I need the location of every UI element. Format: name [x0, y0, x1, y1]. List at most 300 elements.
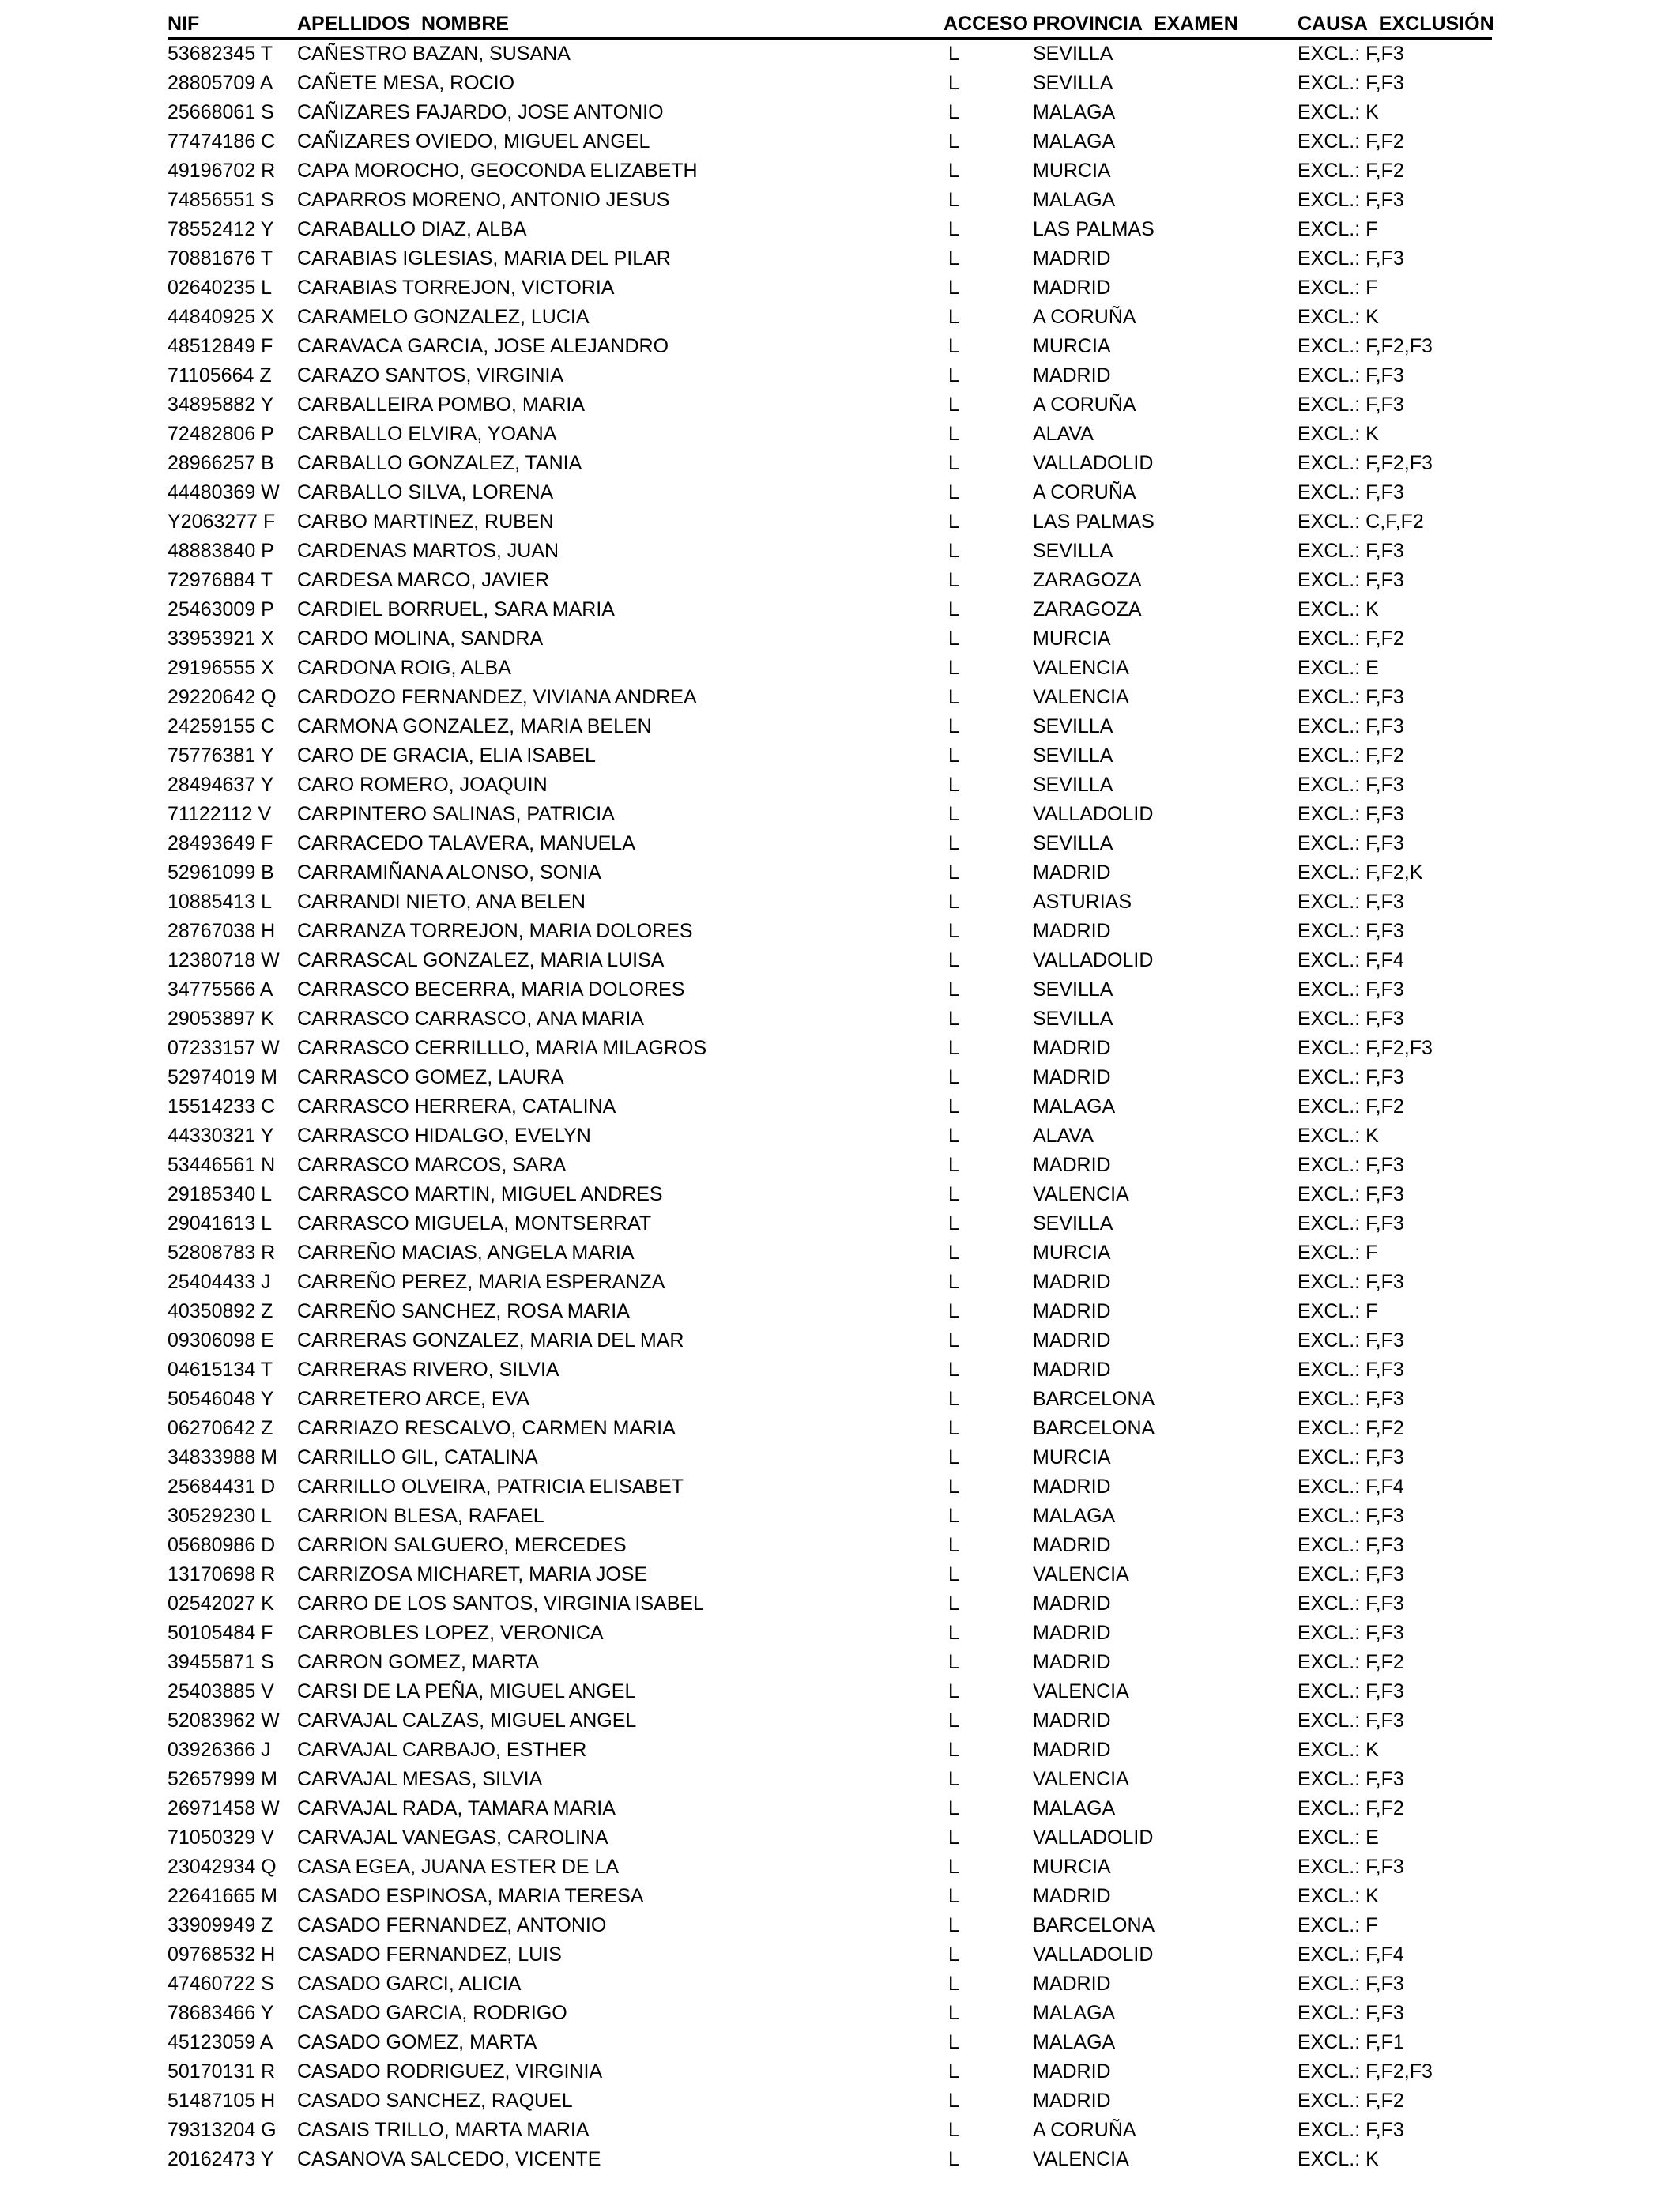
cell-causa-exclusion: EXCL.: F,F3	[1298, 1388, 1404, 1410]
table-row	[168, 712, 1492, 741]
table-row	[168, 1268, 1492, 1297]
cell-causa-exclusion: EXCL.: F,F3	[1298, 832, 1404, 854]
cell-nif: 26971458 W	[168, 1797, 280, 1819]
cell-nif: 20162473 Y	[168, 2148, 274, 2170]
cell-provincia-examen: BARCELONA	[1033, 1388, 1155, 1410]
cell-apellidos-nombre: CARDENAS MARTOS, JUAN	[297, 540, 559, 562]
cell-nif: 28494637 Y	[168, 774, 274, 796]
cell-apellidos-nombre: CARRILLO GIL, CATALINA	[297, 1446, 538, 1468]
cell-causa-exclusion: EXCL.: F,F3	[1298, 247, 1404, 270]
cell-causa-exclusion: EXCL.: F	[1298, 1300, 1378, 1322]
table-row	[168, 2057, 1492, 2087]
cell-acceso: L	[948, 452, 959, 474]
table-row	[168, 800, 1492, 829]
cell-acceso: L	[948, 2002, 959, 2024]
header-apellidos-nombre: APELLIDOS_NOMBRE	[297, 10, 944, 39]
cell-causa-exclusion: EXCL.: E	[1298, 1826, 1379, 1849]
cell-provincia-examen: MADRID	[1033, 1593, 1111, 1615]
cell-nif: 12380718 W	[168, 949, 280, 971]
cell-nif: 25684431 D	[168, 1476, 276, 1498]
cell-acceso: L	[948, 1183, 959, 1205]
cell-provincia-examen: MADRID	[1033, 1739, 1111, 1761]
cell-causa-exclusion: EXCL.: F,F3	[1298, 189, 1404, 211]
cell-provincia-examen: VALENCIA	[1033, 2148, 1129, 2170]
cell-causa-exclusion: EXCL.: F,F3	[1298, 540, 1404, 562]
cell-provincia-examen: MURCIA	[1033, 1446, 1111, 1468]
cell-acceso: L	[948, 1739, 959, 1761]
cell-provincia-examen: MALAGA	[1033, 2002, 1116, 2024]
table-row	[168, 1823, 1492, 1853]
cell-acceso: L	[948, 1388, 959, 1410]
cell-provincia-examen: MADRID	[1033, 920, 1111, 942]
header-nif: NIF	[168, 10, 297, 39]
cell-acceso: L	[948, 481, 959, 503]
cell-apellidos-nombre: CARAZO SANTOS, VIRGINIA	[297, 364, 564, 386]
cell-apellidos-nombre: CAÑESTRO BAZAN, SUSANA	[297, 43, 571, 65]
cell-apellidos-nombre: CARRION SALGUERO, MERCEDES	[297, 1534, 627, 1556]
cell-provincia-examen: SEVILLA	[1033, 774, 1113, 796]
table-row	[168, 361, 1492, 390]
cell-nif: 29220642 Q	[168, 686, 277, 708]
cell-provincia-examen: MURCIA	[1033, 335, 1111, 357]
cell-causa-exclusion: EXCL.: F,F3	[1298, 2002, 1404, 2024]
cell-provincia-examen: VALENCIA	[1033, 1563, 1129, 1585]
cell-apellidos-nombre: CARABIAS TORREJON, VICTORIA	[297, 277, 615, 299]
cell-provincia-examen: MADRID	[1033, 1973, 1111, 1995]
cell-nif: 10885413 L	[168, 891, 273, 913]
cell-causa-exclusion: EXCL.: F,F3	[1298, 1446, 1404, 1468]
cell-causa-exclusion: EXCL.: F,F2	[1298, 1651, 1404, 1673]
cell-apellidos-nombre: CARVAJAL CARBAJO, ESTHER	[297, 1739, 587, 1761]
cell-causa-exclusion: EXCL.: F,F2,F3	[1298, 452, 1433, 474]
cell-acceso: L	[948, 1037, 959, 1059]
cell-causa-exclusion: EXCL.: F,F3	[1298, 1534, 1404, 1556]
cell-apellidos-nombre: CASADO FERNANDEZ, LUIS	[297, 1943, 562, 1966]
cell-acceso: L	[948, 1856, 959, 1878]
cell-apellidos-nombre: CARDESA MARCO, JAVIER	[297, 569, 550, 591]
cell-acceso: L	[948, 1973, 959, 1995]
cell-acceso: L	[948, 1505, 959, 1527]
cell-nif: 22641665 M	[168, 1885, 278, 1907]
cell-causa-exclusion: EXCL.: F,F2	[1298, 1417, 1404, 1439]
cell-apellidos-nombre: CARDONA ROIG, ALBA	[297, 657, 511, 679]
table-row	[168, 1765, 1492, 1794]
table-row	[168, 1677, 1492, 1706]
cell-acceso: L	[948, 628, 959, 650]
cell-nif: 23042934 Q	[168, 1856, 277, 1878]
table-row	[168, 654, 1492, 683]
table-row	[168, 1794, 1492, 1823]
cell-acceso: L	[948, 511, 959, 533]
cell-provincia-examen: MURCIA	[1033, 1242, 1111, 1264]
cell-causa-exclusion: EXCL.: F,F3	[1298, 364, 1404, 386]
cell-nif: 04615134 T	[168, 1359, 273, 1381]
cell-apellidos-nombre: CARDIEL BORRUEL, SARA MARIA	[297, 598, 615, 620]
cell-acceso: L	[948, 247, 959, 270]
cell-apellidos-nombre: CARRON GOMEZ, MARTA	[297, 1651, 540, 1673]
table-row	[168, 1355, 1492, 1385]
cell-nif: 53446561 N	[168, 1154, 276, 1176]
cell-causa-exclusion: EXCL.: F,F3	[1298, 1622, 1404, 1644]
cell-provincia-examen: MURCIA	[1033, 160, 1111, 182]
cell-apellidos-nombre: CARDO MOLINA, SANDRA	[297, 628, 544, 650]
cell-nif: 71122112 V	[168, 803, 272, 825]
cell-causa-exclusion: EXCL.: F,F3	[1298, 72, 1404, 94]
cell-causa-exclusion: EXCL.: F,F2,F3	[1298, 2060, 1433, 2083]
cell-acceso: L	[948, 1943, 959, 1966]
cell-acceso: L	[948, 1271, 959, 1293]
table-row	[168, 1911, 1492, 1940]
table-row	[168, 2116, 1492, 2145]
cell-causa-exclusion: EXCL.: F,F3	[1298, 1271, 1404, 1293]
cell-acceso: L	[948, 1125, 959, 1147]
cell-provincia-examen: LAS PALMAS	[1033, 511, 1155, 533]
cell-apellidos-nombre: CARAVACA GARCIA, JOSE ALEJANDRO	[297, 335, 669, 357]
cell-provincia-examen: MURCIA	[1033, 628, 1111, 650]
cell-nif: 51487105 H	[168, 2090, 276, 2112]
cell-acceso: L	[948, 1300, 959, 1322]
table-row	[168, 1560, 1492, 1589]
cell-apellidos-nombre: CARRASCAL GONZALEZ, MARIA LUISA	[297, 949, 665, 971]
table-row	[168, 303, 1492, 332]
table-row	[168, 1882, 1492, 1911]
cell-nif: 45123059 A	[168, 2031, 273, 2053]
cell-apellidos-nombre: CARRION BLESA, RAFAEL	[297, 1505, 544, 1527]
cell-causa-exclusion: EXCL.: F	[1298, 1242, 1378, 1264]
cell-apellidos-nombre: CARABIAS IGLESIAS, MARIA DEL PILAR	[297, 247, 671, 270]
cell-nif: 06270642 Z	[168, 1417, 273, 1439]
cell-acceso: L	[948, 861, 959, 884]
cell-causa-exclusion: EXCL.: F,F2	[1298, 2090, 1404, 2112]
cell-causa-exclusion: EXCL.: F,F2	[1298, 1095, 1404, 1118]
cell-apellidos-nombre: CASADO FERNANDEZ, ANTONIO	[297, 1914, 607, 1936]
cell-apellidos-nombre: CARRASCO BECERRA, MARIA DOLORES	[297, 978, 685, 1001]
cell-apellidos-nombre: CARBALLEIRA POMBO, MARIA	[297, 394, 585, 416]
cell-provincia-examen: SEVILLA	[1033, 1008, 1113, 1030]
cell-apellidos-nombre: CARBALLO GONZALEZ, TANIA	[297, 452, 582, 474]
cell-apellidos-nombre: CARVAJAL CALZAS, MIGUEL ANGEL	[297, 1710, 637, 1732]
cell-nif: 25668061 S	[168, 101, 274, 123]
cell-nif: 13170698 R	[168, 1563, 276, 1585]
cell-nif: 44330321 Y	[168, 1125, 274, 1147]
cell-provincia-examen: MADRID	[1033, 1622, 1111, 1644]
cell-provincia-examen: A CORUÑA	[1033, 2119, 1136, 2141]
cell-acceso: L	[948, 189, 959, 211]
cell-provincia-examen: MADRID	[1033, 1329, 1111, 1351]
cell-provincia-examen: VALLADOLID	[1033, 803, 1154, 825]
cell-provincia-examen: VALLADOLID	[1033, 949, 1154, 971]
cell-nif: 29041613 L	[168, 1212, 273, 1235]
table-row	[168, 771, 1492, 800]
cell-nif: 74856551 S	[168, 189, 274, 211]
cell-nif: 47460722 S	[168, 1973, 274, 1995]
cell-provincia-examen: A CORUÑA	[1033, 394, 1136, 416]
cell-apellidos-nombre: CARABALLO DIAZ, ALBA	[297, 218, 527, 240]
cell-causa-exclusion: EXCL.: F,F3	[1298, 803, 1404, 825]
table-row	[168, 273, 1492, 303]
cell-provincia-examen: VALENCIA	[1033, 1183, 1129, 1205]
cell-provincia-examen: MADRID	[1033, 1710, 1111, 1732]
cell-apellidos-nombre: CARRETERO ARCE, EVA	[297, 1388, 530, 1410]
cell-nif: 09306098 E	[168, 1329, 274, 1351]
cell-nif: 50546048 Y	[168, 1388, 274, 1410]
table-row	[168, 449, 1492, 478]
table-row	[168, 420, 1492, 449]
table-row	[168, 1122, 1492, 1151]
table-row	[168, 1238, 1492, 1268]
cell-causa-exclusion: EXCL.: F,F3	[1298, 1563, 1404, 1585]
cell-acceso: L	[948, 2060, 959, 2083]
cell-nif: 50105484 F	[168, 1622, 273, 1644]
header-acceso: ACCESO	[944, 10, 1033, 39]
cell-acceso: L	[948, 2090, 959, 2112]
cell-provincia-examen: SEVILLA	[1033, 715, 1113, 737]
cell-apellidos-nombre: CARRASCO MARCOS, SARA	[297, 1154, 567, 1176]
cell-causa-exclusion: EXCL.: F,F3	[1298, 481, 1404, 503]
cell-nif: 44480369 W	[168, 481, 280, 503]
cell-nif: 07233157 W	[168, 1037, 280, 1059]
cell-provincia-examen: VALENCIA	[1033, 657, 1129, 679]
table-row	[168, 1502, 1492, 1531]
cell-apellidos-nombre: CARDOZO FERNANDEZ, VIVIANA ANDREA	[297, 686, 697, 708]
cell-nif: 29185340 L	[168, 1183, 273, 1205]
cell-acceso: L	[948, 1066, 959, 1088]
cell-apellidos-nombre: CARRERAS RIVERO, SILVIA	[297, 1359, 559, 1381]
cell-causa-exclusion: EXCL.: F,F3	[1298, 1710, 1404, 1732]
table-row	[168, 888, 1492, 917]
cell-acceso: L	[948, 2119, 959, 2141]
cell-nif: 52808783 R	[168, 1242, 276, 1264]
cell-causa-exclusion: EXCL.: F,F3	[1298, 1008, 1404, 1030]
table-row	[168, 332, 1492, 361]
cell-provincia-examen: MADRID	[1033, 1651, 1111, 1673]
cell-acceso: L	[948, 1651, 959, 1673]
cell-apellidos-nombre: CARRANZA TORREJON, MARIA DOLORES	[297, 920, 693, 942]
cell-acceso: L	[948, 130, 959, 153]
cell-causa-exclusion: EXCL.: F,F3	[1298, 920, 1404, 942]
cell-causa-exclusion: EXCL.: E	[1298, 657, 1379, 679]
cell-provincia-examen: MALAGA	[1033, 101, 1116, 123]
cell-provincia-examen: VALLADOLID	[1033, 452, 1154, 474]
cell-acceso: L	[948, 101, 959, 123]
cell-nif: 79313204 G	[168, 2119, 277, 2141]
cell-apellidos-nombre: CARREÑO MACIAS, ANGELA MARIA	[297, 1242, 635, 1264]
cell-acceso: L	[948, 335, 959, 357]
cell-nif: 28966257 B	[168, 452, 274, 474]
cell-provincia-examen: BARCELONA	[1033, 1417, 1155, 1439]
cell-nif: 33953921 X	[168, 628, 274, 650]
cell-nif: 53682345 T	[168, 43, 273, 65]
cell-provincia-examen: ZARAGOZA	[1033, 569, 1142, 591]
cell-causa-exclusion: EXCL.: K	[1298, 598, 1379, 620]
header-causa-exclusion: CAUSA_EXCLUSIÓN	[1298, 10, 1492, 39]
cell-nif: 25403885 V	[168, 1680, 274, 1702]
cell-provincia-examen: ASTURIAS	[1033, 891, 1132, 913]
cell-apellidos-nombre: CARRASCO MARTIN, MIGUEL ANDRES	[297, 1183, 663, 1205]
table-row	[168, 186, 1492, 215]
cell-nif: 77474186 C	[168, 130, 276, 153]
table-row	[168, 1940, 1492, 1970]
table-row	[168, 1970, 1492, 1999]
table-row	[168, 946, 1492, 975]
cell-nif: 29053897 K	[168, 1008, 274, 1030]
cell-apellidos-nombre: CASANOVA SALCEDO, VICENTE	[297, 2148, 601, 2170]
cell-provincia-examen: MADRID	[1033, 1885, 1111, 1907]
cell-nif: 48512849 F	[168, 335, 273, 357]
cell-acceso: L	[948, 218, 959, 240]
cell-apellidos-nombre: CARRILLO OLVEIRA, PATRICIA ELISABET	[297, 1476, 684, 1498]
cell-causa-exclusion: EXCL.: F,F2	[1298, 130, 1404, 153]
cell-provincia-examen: LAS PALMAS	[1033, 218, 1155, 240]
table-row	[168, 507, 1492, 537]
cell-acceso: L	[948, 1417, 959, 1439]
cell-causa-exclusion: EXCL.: F,F4	[1298, 949, 1404, 971]
cell-apellidos-nombre: CASADO ESPINOSA, MARIA TERESA	[297, 1885, 644, 1907]
cell-provincia-examen: MALAGA	[1033, 2031, 1116, 2053]
cell-causa-exclusion: EXCL.: F,F3	[1298, 1680, 1404, 1702]
cell-apellidos-nombre: CASADO GARCIA, RODRIGO	[297, 2002, 567, 2024]
cell-provincia-examen: MADRID	[1033, 1271, 1111, 1293]
cell-nif: 52657999 M	[168, 1768, 278, 1790]
cell-provincia-examen: MADRID	[1033, 1037, 1111, 1059]
cell-provincia-examen: ALAVA	[1033, 423, 1094, 445]
cell-provincia-examen: MADRID	[1033, 277, 1111, 299]
cell-apellidos-nombre: CARREÑO PEREZ, MARIA ESPERANZA	[297, 1271, 665, 1293]
cell-apellidos-nombre: CAPA MOROCHO, GEOCONDA ELIZABETH	[297, 160, 698, 182]
cell-causa-exclusion: EXCL.: K	[1298, 423, 1379, 445]
cell-acceso: L	[948, 1622, 959, 1644]
table-row	[168, 1853, 1492, 1882]
cell-apellidos-nombre: CAÑETE MESA, ROCIO	[297, 72, 515, 94]
cell-acceso: L	[948, 1826, 959, 1849]
cell-apellidos-nombre: CASA EGEA, JUANA ESTER DE LA	[297, 1856, 620, 1878]
cell-provincia-examen: VALLADOLID	[1033, 1826, 1154, 1849]
cell-provincia-examen: BARCELONA	[1033, 1914, 1155, 1936]
cell-acceso: L	[948, 1885, 959, 1907]
cell-acceso: L	[948, 1329, 959, 1351]
cell-nif: 52974019 M	[168, 1066, 278, 1088]
cell-causa-exclusion: EXCL.: F,F3	[1298, 569, 1404, 591]
cell-causa-exclusion: EXCL.: F,F3	[1298, 1768, 1404, 1790]
cell-nif: 34833988 M	[168, 1446, 278, 1468]
table-row	[168, 1414, 1492, 1443]
cell-apellidos-nombre: CARREÑO SANCHEZ, ROSA MARIA	[297, 1300, 630, 1322]
cell-apellidos-nombre: CARVAJAL MESAS, SILVIA	[297, 1768, 543, 1790]
cell-nif: 03926366 J	[168, 1739, 271, 1761]
cell-acceso: L	[948, 1593, 959, 1615]
cell-provincia-examen: MADRID	[1033, 1066, 1111, 1088]
table-row	[168, 1648, 1492, 1677]
cell-causa-exclusion: EXCL.: F,F3	[1298, 686, 1404, 708]
cell-nif: 71050329 V	[168, 1826, 274, 1849]
cell-apellidos-nombre: CARRASCO HERRERA, CATALINA	[297, 1095, 616, 1118]
cell-apellidos-nombre: CARRIZOSA MICHARET, MARIA JOSE	[297, 1563, 648, 1585]
cell-causa-exclusion: EXCL.: F,F3	[1298, 1505, 1404, 1527]
cell-apellidos-nombre: CASADO GARCI, ALICIA	[297, 1973, 522, 1995]
cell-acceso: L	[948, 1359, 959, 1381]
cell-provincia-examen: SEVILLA	[1033, 1212, 1113, 1235]
cell-apellidos-nombre: CARRO DE LOS SANTOS, VIRGINIA ISABEL	[297, 1593, 704, 1615]
cell-apellidos-nombre: CASADO GOMEZ, MARTA	[297, 2031, 537, 2053]
cell-causa-exclusion: EXCL.: F,F3	[1298, 1359, 1404, 1381]
cell-apellidos-nombre: CARBO MARTINEZ, RUBEN	[297, 511, 554, 533]
cell-causa-exclusion: EXCL.: F,F3	[1298, 1212, 1404, 1235]
cell-acceso: L	[948, 1212, 959, 1235]
table-row	[168, 537, 1492, 566]
cell-causa-exclusion: EXCL.: F,F3	[1298, 715, 1404, 737]
cell-provincia-examen: MADRID	[1033, 861, 1111, 884]
cell-provincia-examen: MADRID	[1033, 247, 1111, 270]
cell-nif: 28805709 A	[168, 72, 273, 94]
cell-provincia-examen: SEVILLA	[1033, 832, 1113, 854]
cell-provincia-examen: VALENCIA	[1033, 1768, 1129, 1790]
table-row	[168, 1297, 1492, 1326]
cell-provincia-examen: MALAGA	[1033, 189, 1116, 211]
cell-acceso: L	[948, 949, 959, 971]
table-row	[168, 1209, 1492, 1238]
cell-nif: 28767038 H	[168, 920, 276, 942]
cell-causa-exclusion: EXCL.: C,F,F2	[1298, 511, 1424, 533]
cell-apellidos-nombre: CAÑIZARES OVIEDO, MIGUEL ANGEL	[297, 130, 650, 153]
table-row	[168, 98, 1492, 127]
table-row	[168, 2028, 1492, 2057]
cell-apellidos-nombre: CARPINTERO SALINAS, PATRICIA	[297, 803, 615, 825]
cell-nif: 28493649 F	[168, 832, 273, 854]
cell-acceso: L	[948, 43, 959, 65]
cell-causa-exclusion: EXCL.: F,F2	[1298, 1797, 1404, 1819]
table-row	[168, 1999, 1492, 2028]
cell-apellidos-nombre: CARRASCO GOMEZ, LAURA	[297, 1066, 564, 1088]
cell-causa-exclusion: EXCL.: F,F3	[1298, 1154, 1404, 1176]
cell-provincia-examen: MADRID	[1033, 364, 1111, 386]
cell-provincia-examen: VALLADOLID	[1033, 1943, 1154, 1966]
cell-acceso: L	[948, 277, 959, 299]
cell-nif: 72976884 T	[168, 569, 273, 591]
table-row	[168, 39, 1492, 70]
cell-provincia-examen: MALAGA	[1033, 1797, 1116, 1819]
cell-causa-exclusion: EXCL.: F,F3	[1298, 1593, 1404, 1615]
cell-provincia-examen: MURCIA	[1033, 1856, 1111, 1878]
table-row	[168, 215, 1492, 244]
table-row	[168, 1385, 1492, 1414]
cell-causa-exclusion: EXCL.: F,F3	[1298, 774, 1404, 796]
cell-acceso: L	[948, 832, 959, 854]
table-row	[168, 741, 1492, 771]
table-row	[168, 1063, 1492, 1092]
cell-nif: 05680986 D	[168, 1534, 276, 1556]
table-row	[168, 683, 1492, 712]
cell-causa-exclusion: EXCL.: F,F3	[1298, 394, 1404, 416]
table-row	[168, 829, 1492, 858]
cell-apellidos-nombre: CARMONA GONZALEZ, MARIA BELEN	[297, 715, 652, 737]
cell-causa-exclusion: EXCL.: F,F3	[1298, 891, 1404, 913]
cell-acceso: L	[948, 657, 959, 679]
cell-nif: 71105664 Z	[168, 364, 272, 386]
cell-causa-exclusion: EXCL.: F,F4	[1298, 1943, 1404, 1966]
cell-causa-exclusion: EXCL.: F,F2	[1298, 160, 1404, 182]
exclusion-table	[168, 10, 1492, 2174]
cell-acceso: L	[948, 1095, 959, 1118]
cell-causa-exclusion: EXCL.: F,F4	[1298, 1476, 1404, 1498]
cell-nif: 50170131 R	[168, 2060, 276, 2083]
cell-acceso: L	[948, 1154, 959, 1176]
cell-causa-exclusion: EXCL.: F	[1298, 218, 1378, 240]
cell-apellidos-nombre: CARBALLO ELVIRA, YOANA	[297, 423, 557, 445]
table-row	[168, 858, 1492, 888]
cell-nif: 40350892 Z	[168, 1300, 273, 1322]
table-row	[168, 566, 1492, 595]
cell-acceso: L	[948, 306, 959, 328]
